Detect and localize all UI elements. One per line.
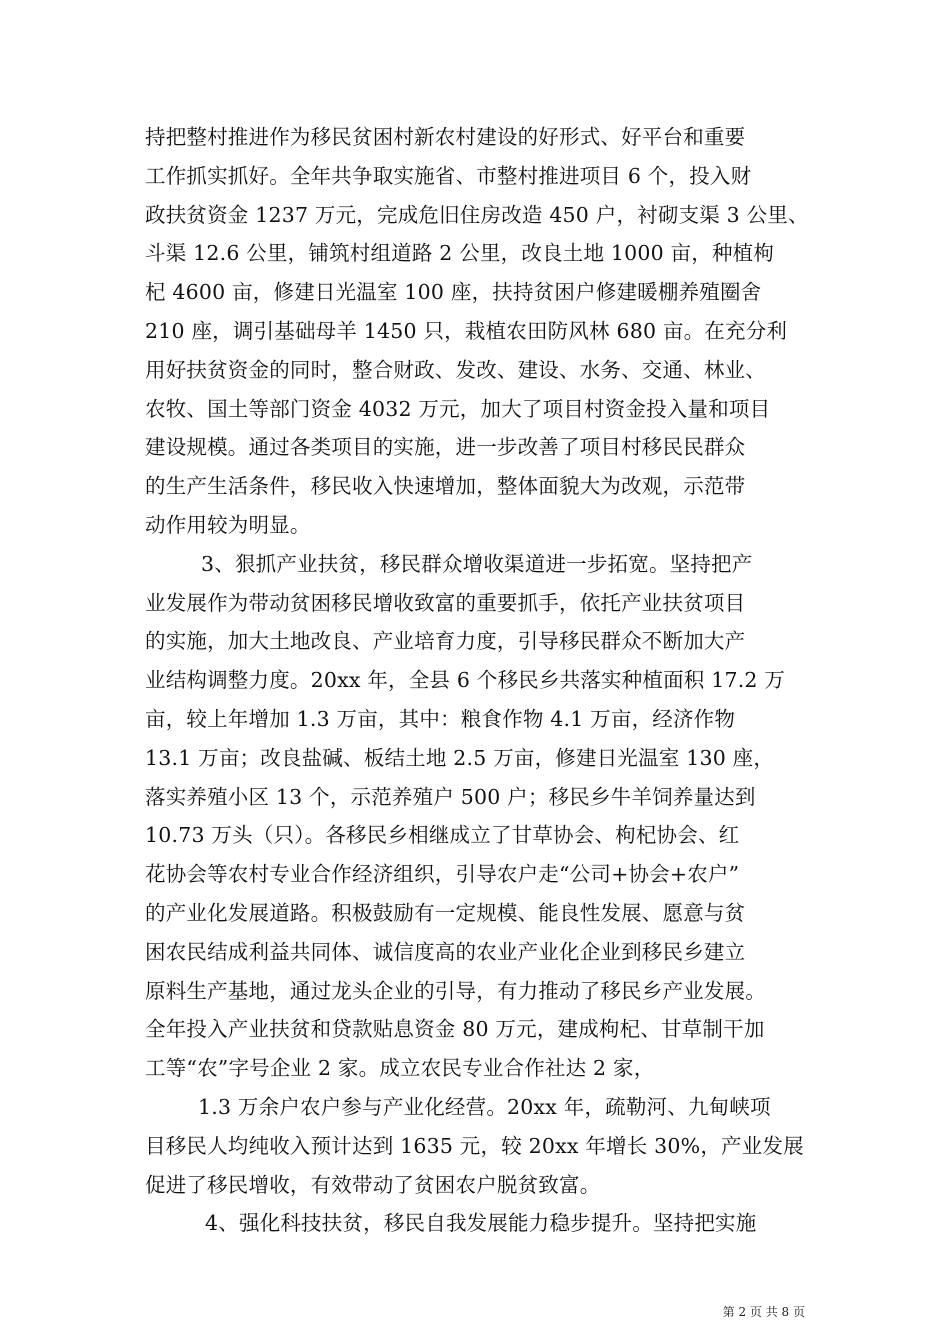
text-line: 业结构调整力度。20xx 年，全县 6 个移民乡共落实种植面积 17.2 万 <box>145 668 786 693</box>
page-number: 第 2 页 共 8 页 <box>722 1305 805 1319</box>
text-line: 业发展作为带动贫困移民增收致富的重要抓手，依托产业扶贫项目 <box>145 590 746 615</box>
text-line: 用好扶贫资金的同时，整合财政、发改、建设、水务、交通、林业、 <box>145 357 766 382</box>
text-line: 建设规模。通过各类项目的实施，进一步改善了项目村移民民群众 <box>145 435 746 460</box>
text-line: 原料生产基地，通过龙头企业的引导，有力推动了移民乡产业发展。 <box>145 978 766 1003</box>
text-line: 斗渠 12.6 公里，铺筑村组道路 2 公里，改良土地 1000 亩，种植枸 <box>145 241 775 266</box>
text-line: 落实养殖小区 13 个，示范养殖户 500 户；移民乡牛羊饲养量达到 <box>145 784 756 809</box>
text-line: 全年投入产业扶贫和贷款贴息资金 80 万元，建成枸杞、甘草制干加 <box>145 1017 765 1042</box>
text-line: 13.1 万亩；改良盐碱、板结土地 2.5 万亩，修建日光温室 130 座， <box>145 745 775 770</box>
text-line: 工等“农”字号企业 2 家。成立农民专业合作社达 2 家， <box>145 1056 655 1081</box>
text-line: 持把整村推进作为移民贫困村新农村建设的好形式、好平台和重要 <box>145 125 746 149</box>
text-line: 困农民结成利益共同体、诚信度高的农业产业化企业到移民乡建立 <box>145 939 746 964</box>
paragraph-3-heading-line: 3、狠抓产业扶贫，移民群众增收渠道进一步拓宽。坚持把产 <box>201 551 753 576</box>
text-line: 亩，较上年增加 1.3 万亩，其中：粮食作物 4.1 万亩，经济作物 <box>145 706 736 731</box>
text-line: 政扶贫资金 1237 万元，完成危旧住房改造 450 户，衬砌支渠 3 公里、 <box>145 202 809 227</box>
text-line: 动作用较为明显。 <box>145 512 311 537</box>
text-line: 的产业化发展道路。积极鼓励有一定规模、能良性发展、愿意与贫 <box>145 900 746 925</box>
paragraph-continuation-line: 1.3 万余户农户参与产业化经营。20xx 年，疏勒河、九甸峡项 <box>198 1094 771 1119</box>
text-line: 杞 4600 亩，修建日光温室 100 座，扶持贫困户修建暖棚养殖圈舍 <box>145 280 762 305</box>
text-line: 促进了移民增收，有效带动了贫困农户脱贫致富。 <box>145 1172 601 1197</box>
paragraph-4-heading-line: 4、强化科技扶贫，移民自我发展能力稳步提升。坚持把实施 <box>205 1211 757 1236</box>
text-line: 的实施，加大土地改良、产业培育力度，引导移民群众不断加大产 <box>145 629 746 654</box>
text-line: 农牧、国土等部门资金 4032 万元，加大了项目村资金投入量和项目 <box>145 396 771 421</box>
text-line: 工作抓实抓好。全年共争取实施省、市整村推进项目 6 个，投入财 <box>145 163 752 188</box>
text-line: 花协会等农村专业合作经济组织，引导农户走“公司+协会+农户” <box>145 862 740 887</box>
text-line: 210 座，调引基础母羊 1450 只，栽植农田防风林 680 亩。在充分利 <box>145 318 788 343</box>
text-line: 目移民人均纯收入预计达到 1635 元，较 20xx 年增长 30%，产业发展 <box>145 1133 804 1158</box>
body-text <box>145 118 809 1243</box>
text-line: 的生产生活条件，移民收入快速增加，整体面貌大为改观，示范带 <box>145 474 746 499</box>
text-line: 10.73 万头（只）。各移民乡相继成立了甘草协会、枸杞协会、红 <box>145 823 740 848</box>
